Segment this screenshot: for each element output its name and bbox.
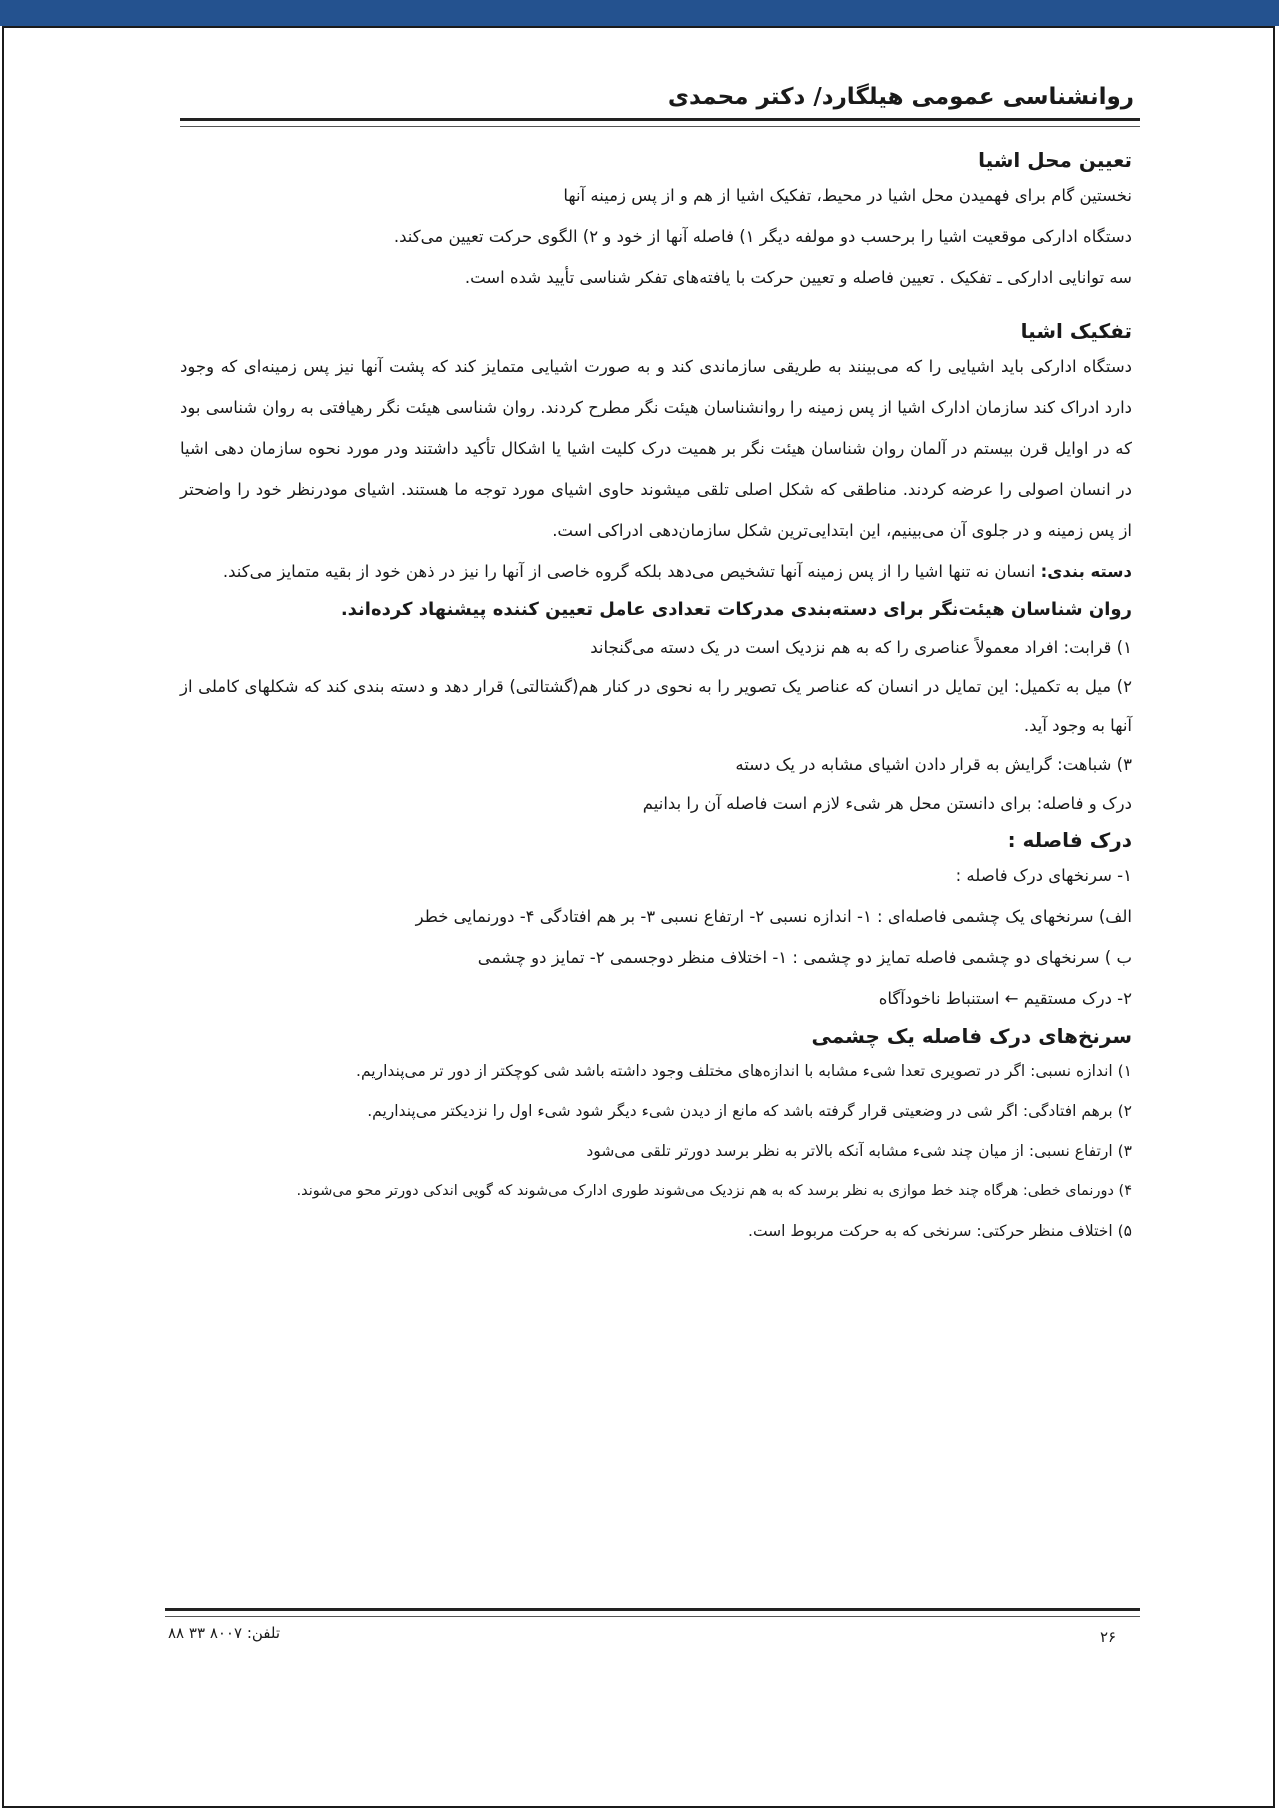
page-content xyxy=(180,70,1140,1251)
list-item: ۱) اندازه نسبی: اگر در تصویری تعدا شیء مشابه با اندازه‌های مختلف وجود داشته باشد شی کوچکتر از دور تر می‌پنداریم. xyxy=(356,1062,1132,1080)
list-item: ۱- سرنخهای درک فاصله : xyxy=(955,866,1132,885)
list-item: ۳) شباهت: گرایش به قرار دادن اشیای مشابه در یک دسته xyxy=(735,755,1132,774)
list-item: ب ) سرنخهای دو چشمی فاصله تمایز دو چشمی : ۱- اختلاف منظر دوجسمی ۲- تمایز دو چشمی xyxy=(477,948,1132,967)
term-label: دسته بندی: xyxy=(1040,562,1132,581)
list-item: درک و فاصله: برای دانستن محل هر شیء لازم است فاصله آن را بدانیم xyxy=(642,794,1132,813)
term-definition: انسان نه تنها اشیا را از پس زمینه آنها تشخیص می‌دهد بلکه گروه خاصی از آنها را نیز در ذهن خود از بقیه متمایز می‌کند. xyxy=(222,562,1041,581)
header-rule xyxy=(180,118,1140,127)
paragraph-grouping xyxy=(180,551,1132,592)
list-item: ۲) میل به تکمیل: این تمایل در انسان که عناصر یک تصویر را به نحوی در کنار هم(گشتالتی) قرار دهد و دسته بندی کند که شکلهای کاملی از آنها به وجود آید. xyxy=(180,677,1132,735)
paragraph: نخستین گام برای فهمیدن محل اشیا در محیط، تفکیک اشیا از هم و از پس زمینه آنها xyxy=(563,186,1132,205)
list-item: ۵) اختلاف منظر حرکتی: سرنخی که به حرکت مربوط است. xyxy=(748,1222,1132,1240)
paragraph: سه توانایی ادارکی ـ تفکیک . تعیین فاصله و تعیین حرکت با یافته‌های تفکر شناسی تأیید شده است. xyxy=(464,268,1132,287)
section-title-locating: تعیین محل اشیا xyxy=(978,148,1132,172)
list-item: ۲) برهم افتادگی: اگر شی در وضعیتی قرار گرفته باشد که مانع از دیدن شیء دیگر شود شیء اول را نزدیکتر می‌پنداریم. xyxy=(367,1102,1132,1120)
footer-phone: تلفن: ۸۰۰۷ ۳۳ ۸۸ xyxy=(168,1624,281,1642)
running-header: روانشناسی عمومی هیلگارد/ دکتر محمدی xyxy=(667,84,1134,110)
paragraph: دستگاه ادارکی باید اشیایی را که می‌بینند به طریقی سازماندی کند و به صورت اشیایی متمایز کند که پشت آنها نیز پس زمینه‌ای که وجود دارد ادراک کند سازمان ادارک اشیا از پس زمینه را روانشناسان هیئت نگر مطرح کردند. روان شناسی هیئت نگر رهیافتی به روان شناسی بود که در اوایل قرن بیستم در آلمان روان شناسان هیئت نگر بر همیت درک کلیت اشیا یا اشکال تأکید داشتند ودر مورد نحوه سازمان دهی اشیا در انسان اصولی را عرضه کردند. مناطقی که شکل اصلی تلقی میشوند حاوی اشیای مورد توجه ما هستند. اشیای مودرنظر خود را واضحتر از پس زمینه و در جلوی آن می‌بینیم، این ابتدایی‌ترین شکل سازمان‌دهی ادراکی است. xyxy=(180,357,1132,540)
top-color-band xyxy=(0,0,1279,26)
list-item: الف) سرنخهای یک چشمی فاصله‌ای : ۱- اندازه نسبی ۲- ارتفاع نسبی ۳- بر هم افتادگی ۴- دورنمایی خطر xyxy=(415,907,1132,926)
section-title-separation: تفکیک اشیا xyxy=(1020,319,1132,343)
page-number: ۲۶ xyxy=(1100,1628,1117,1646)
grouping-intro: روان شناسان هیئت‌نگر برای دسته‌بندی مدرکات تعدادی عامل تعیین کننده پیشنهاد کرده‌اند. xyxy=(340,599,1132,620)
list-item: ۲- درک مستقیم ← استنباط ناخودآگاه xyxy=(878,989,1132,1008)
list-item: ۳) ارتفاع نسبی: از میان چند شیء مشابه آنکه بالاتر به نظر برسد دورتر تلقی می‌شود xyxy=(586,1142,1132,1160)
footer-rule xyxy=(165,1608,1140,1617)
section-title-distance: درک فاصله : xyxy=(1007,828,1132,852)
section-title-monocular: سرنخ‌های درک فاصله یک چشمی xyxy=(811,1024,1132,1048)
list-item: ۱) قرابت: افراد معمولاً عناصری را که به هم نزدیک است در یک دسته می‌گنجاند xyxy=(590,638,1132,657)
paragraph: دستگاه ادارکی موقعیت اشیا را برحسب دو مولفه دیگر ۱) فاصله آنها از خود و ۲) الگوی حرکت تعیین می‌کند. xyxy=(393,227,1132,246)
list-item: ۴) دورنمای خطی: هرگاه چند خط موازی به نظر برسد که به هم نزدیک می‌شوند طوری ادارک می‌شوند که گویی اندکی دورتر محو می‌شوند. xyxy=(296,1183,1132,1199)
